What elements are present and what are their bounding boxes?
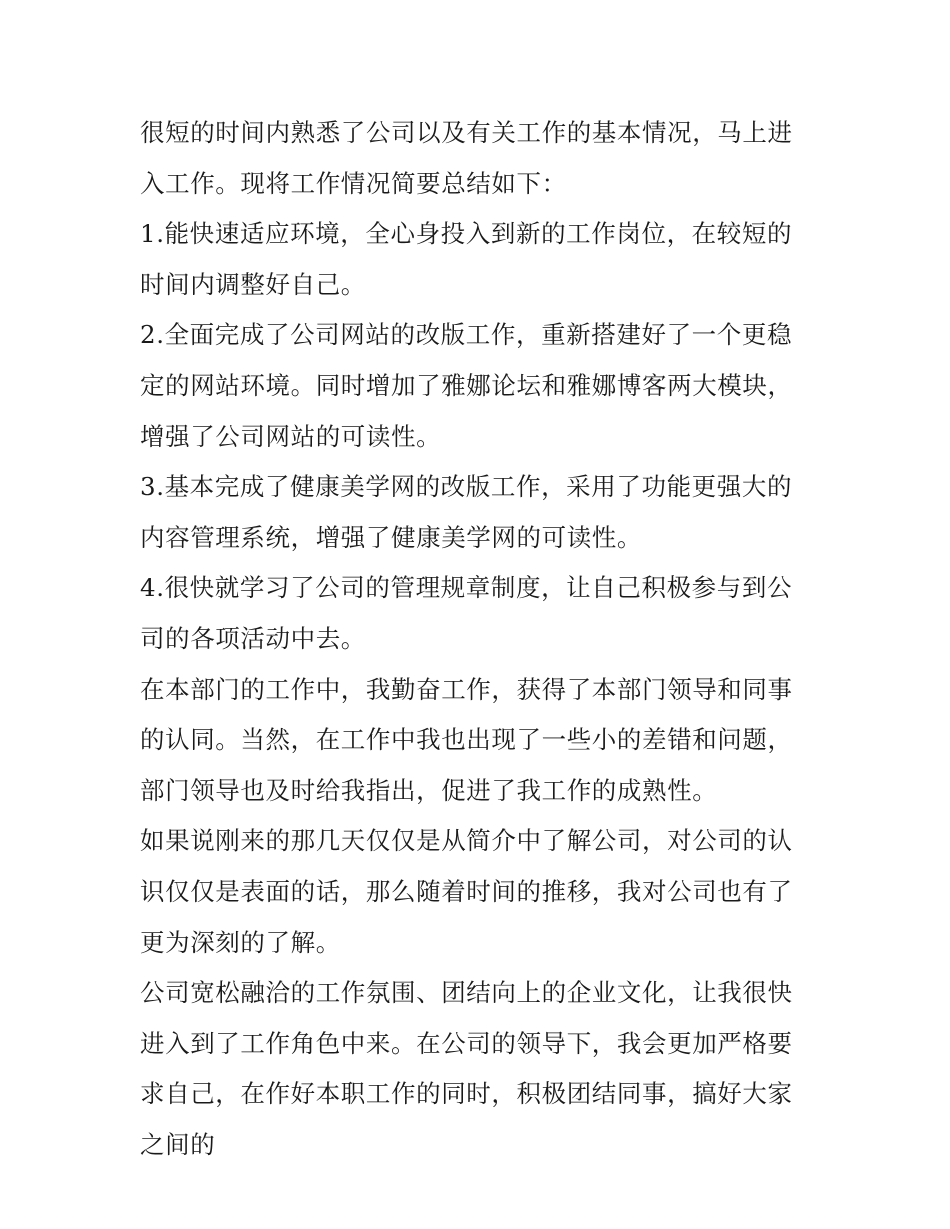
paragraph-item-1: 1.能快速适应环境，全心身投入到新的工作岗位，在较短的时间内调整好自己。 [140, 219, 793, 299]
paragraph-company-understanding: 如果说刚来的那几天仅仅是从简介中了解公司，对公司的认识仅仅是表面的话，那么随着时间的推移，我对公司也有了更为深刻的了解。 [140, 826, 793, 957]
paragraph-department-work: 在本部门的工作中，我勤奋工作，获得了本部门领导和同事的认同。当然，在工作中我也出现了一些小的差错和问题，部门领导也及时给我指出，促进了我工作的成熟性。 [140, 674, 793, 805]
document-body [140, 108, 816, 1170]
paragraph-intro: 很短的时间内熟悉了公司以及有关工作的基本情况，马上进入工作。现将工作情况简要总结如下： [140, 118, 793, 198]
paragraph-item-3: 3.基本完成了健康美学网的改版工作，采用了功能更强大的内容管理系统，增强了健康美学网的可读性。 [140, 472, 793, 552]
paragraph-item-2: 2.全面完成了公司网站的改版工作，重新搭建好了一个更稳定的网站环境。同时增加了雅娜论坛和雅娜博客两大模块，增强了公司网站的可读性。 [140, 320, 793, 451]
paragraph-company-culture: 公司宽松融洽的工作氛围、团结向上的企业文化，让我很快进入到了工作角色中来。在公司的领导下，我会更加严格要求自己，在作好本职工作的同时，积极团结同事，搞好大家之间的 [140, 978, 793, 1159]
paragraph-item-4: 4.很快就学习了公司的管理规章制度，让自己积极参与到公司的各项活动中去。 [140, 573, 793, 653]
